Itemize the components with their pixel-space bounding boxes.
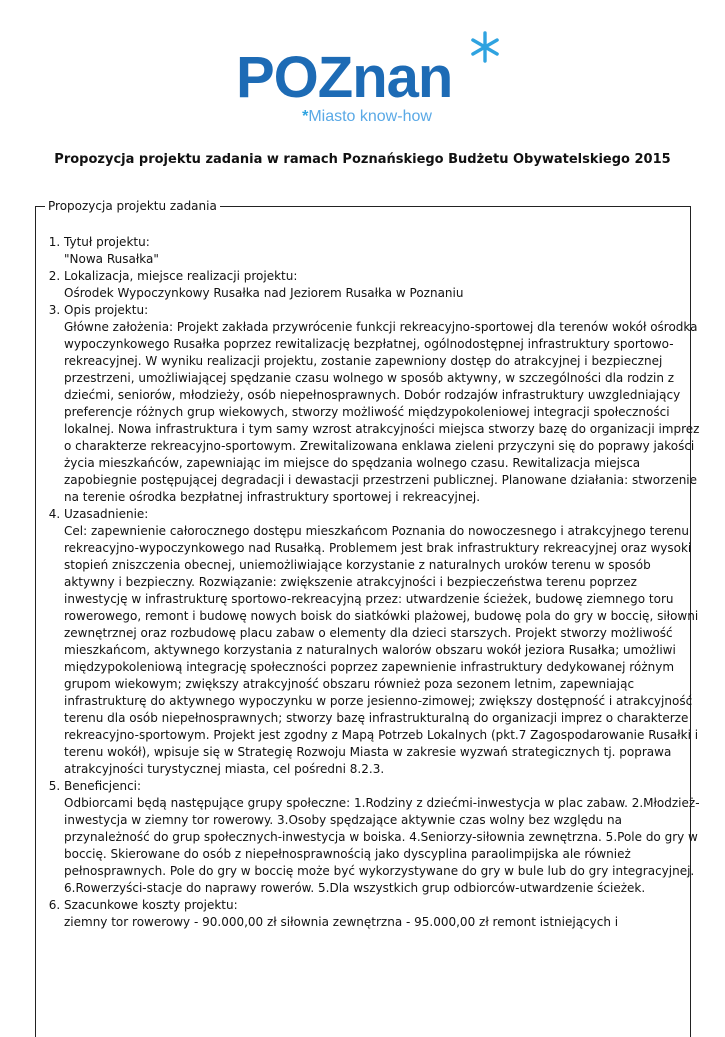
list-item: [64, 897, 704, 931]
poznan-logo: [222, 30, 512, 130]
logo-tagline: [222, 108, 512, 126]
item-text: Cel: zapewnienie całorocznego dostępu mieszkańcom Poznania do nowoczesnego i atrakcyjnego terenu rekreacyjno-wypoczynkowego nad Rusałką. Problemem jest brak infrastruktury rekreacyjnej oraz wysoki stopień zniszczenia obecnej, uniemożliwiające korzystanie z naturalnych uroków terenu w sposób aktywny i bezpieczny. Rozwiązanie: zwiększenie atrakcyjności i bezpieczeństwa terenu poprzez inwestycję w infrastrukturę sportowo-rekreacyjną przez: utwardzenie ścieżek, budowę ziemnego toru rowerowego, remont i budowę nowych boisk do siatkówki plażowej, budowę pola do gry w boccię, siłowni zewnętrznej oraz rozbudowę placu zabaw o elementy dla dzieci starszych. Projekt stworzy możliwość mieszkańcom, aktywnego korzystania z naturalnych walorów obszaru wokół jeziora Rusałka; umożliwi międzypokoleniową integrację społeczności poprzez zapewnienie infrastruktury dedykowanej różnym grupom wiekowym; zwiększy atrakcyjność obszaru również poza sezonem letnim, zapewniając infrastrukturę do aktywnego wypoczynku w porze jesienno-zimowej; zwiększy dostępność i atrakcyjność terenu dla osób niepełnosprawnych; stworzy bazę infrastrukturalną do organizacji imprez o charakterze rekreacyjno-sportowym. Projekt jest zgodny z Mapą Potrzeb Lokalnych (pkt.7 Zagospodarowanie Rusałki i terenu wokół), wpisuje się w Strategię Rozwoju Miasta w zakresie wyzwań strategicznych tj. poprawa atrakcyjności turystycznej miasta, cel pośredni 8.2.3.: [64, 524, 699, 776]
fieldset-legend: Propozycja projektu zadania: [45, 197, 220, 215]
item-label: 4. Uzasadnienie:: [64, 507, 149, 521]
item-label: 6. Szacunkowe koszty projektu:: [64, 898, 238, 912]
item-text: Ośrodek Wypoczynkowy Rusałka nad Jeziorem Rusałka w Poznaniu: [64, 286, 464, 300]
list-item: [64, 778, 704, 897]
document-title: Propozycja projektu zadania w ramach Poznańskiego Budżetu Obywatelskiego 2015: [54, 152, 671, 167]
item-text: Odbiorcami będą następujące grupy społeczne: 1.Rodziny z dziećmi-inwestycja w plac zabaw. 2.Młodzież-inwestycja w ziemny tor rowerowy. 3.Osoby spędzające aktywnie czas wolny bez względu na przynależność do grup społecznych-inwestycja w boiska. 4.Seniorzy-siłownia zewnętrzna. 5.Pole do gry w boccię. Skierowane do osób z niepełnosprawnością jako dyscyplina paraolimpijska ale również pełnosprawnych. Pole do gry w boccię może być wykorzystywane do gry w bule lub do gry integracyjnej. 6.Rowerzyści-stacje do naprawy rowerów. 5.Dla wszystkich grup odbiorców-utwardzenie ścieżek.: [64, 796, 700, 895]
list-item: [64, 506, 704, 778]
item-text: ziemny tor rowerowy - 90.000,00 zł siłownia zewnętrzna - 95.000,00 zł remont istniejących i: [64, 915, 619, 929]
list-item: [64, 268, 704, 302]
logo-wordmark: POZnan: [236, 45, 453, 110]
item-label: 5. Beneficjenci:: [64, 779, 142, 793]
list-item: [64, 302, 704, 506]
tagline-asterisk: *: [302, 108, 309, 125]
item-label: 1. Tytuł projektu:: [64, 235, 150, 249]
proposal-items-list: [46, 234, 704, 931]
asterisk-star-icon: [468, 30, 502, 64]
item-text: Główne założenia: Projekt zakłada przywrócenie funkcji rekreacyjno-sportowej dla terenów wokół ośrodka wypoczynkowego Rusałka poprzez rewitalizację bezpłatnej, ogólnodostępnej infrastruktury sportowo-rekreacyjnej. W wyniku realizacji projektu, zostanie zapewniony dostęp do atrakcyjnej i bezpiecznej przestrzeni, umożliwiającej spędzanie czasu wolnego w sposób aktywny, w szczególności dla rodzin z dziećmi, seniorów, młodzieży, osób niepełnosprawnych. Dobór rodzajów infrastruktury uwzgledniający preferencje różnych grup wiekowych, stworzy możliwość międzypokoleniowej integracji społeczności lokalnej. Nowa infrastruktura i tym samy wzrost atrakcyjności miejsca stworzy bazę do organizacji imprez o charakterze rekreacyjno-sportowym. Zrewitalizowana enklawa zieleni przyczyni się do poprawy jakości życia mieszkańców, zapewniając im miejsce do spędzania wolnego czasu. Rewitalizacja miejsca zapobiegnie postępującej degradacji i dewastacji przestrzeni publicznej. Planowane działania: stworzenie na terenie ośrodka bezpłatnej infrastruktury sportowej i rekreacyjnej.: [64, 320, 700, 504]
list-item: [64, 234, 704, 268]
tagline-text: Miasto know-how: [308, 108, 432, 125]
item-label: 3. Opis projektu:: [64, 303, 149, 317]
item-label: 2. Lokalizacja, miejsce realizacji projektu:: [64, 269, 298, 283]
item-text: "Nowa Rusałka": [64, 252, 159, 266]
